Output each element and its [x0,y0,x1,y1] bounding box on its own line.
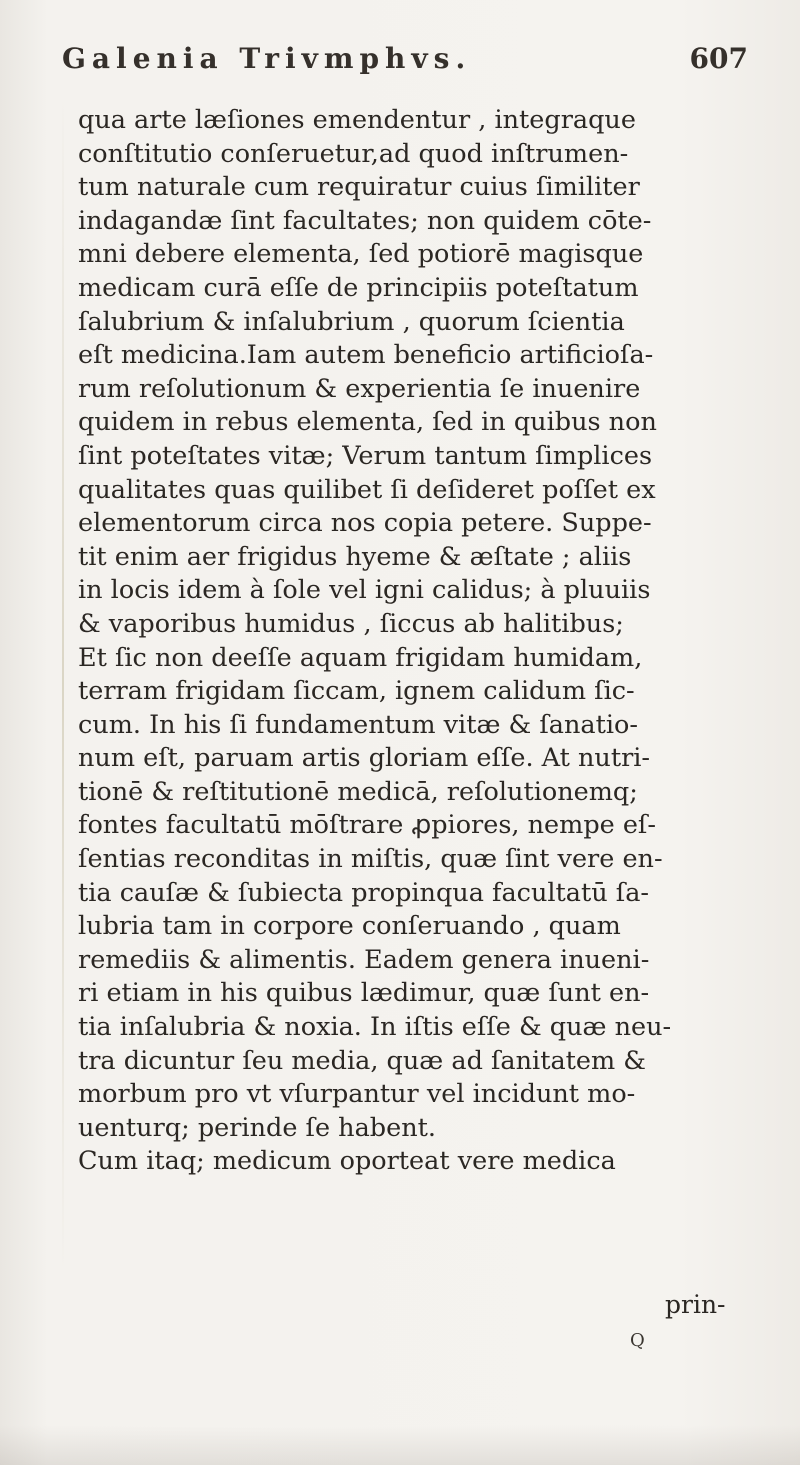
text-line: eſt medicina.Iam autem beneficio artificioſa- [78,340,654,371]
text-line: remediis & alimentis. Eadem genera inueni- [78,944,650,975]
text-line: mni debere elementa, ſed potiorē magisque [78,239,644,270]
running-head: Galenia Trivmphvs. [62,42,472,75]
text-line: Et ſic non deeſſe aquam frigidam humidam, [78,642,643,673]
text-line: tia cauſæ & ſubiecta propinqua facultatū ſa- [78,877,650,908]
catchword: prin- [665,1290,726,1319]
text-line: tit enim aer frigidus hyeme & æſtate ; aliis [78,541,632,572]
text-line: tia inſalubria & noxia. In iſtis eſſe & quæ neu- [78,1012,672,1043]
text-line: morbum pro vt vſurpantur vel incidunt mo- [78,1079,636,1110]
text-line: medicam curā eſſe de principiis poteſtatum [78,272,639,303]
text-line: Cum itaq; medicum oporteat vere medica [78,1146,616,1177]
text-line: & vaporibus humidus , ſiccus ab halitibus; [78,608,624,639]
text-line: num eſt, paruam artis gloriam eſſe. At nutri- [78,743,651,774]
text-line: ſint poteſtates vitæ; Verum tantum ſimplices [78,440,653,471]
text-line: ſalubrium & inſalubrium , quorum ſcientia [78,306,625,337]
body-text [78,104,778,1179]
page-number: 607 [689,42,748,75]
text-line: tum naturale cum requiratur cuius ſimiliter [78,172,640,203]
page-header [58,42,748,75]
text-line: quidem in rebus elementa, ſed in quibus non [78,407,657,438]
text-line: in locis idem à ſole vel igni calidus; à pluuiis [78,575,651,606]
text-line: cum. In his ſi fundamentum vitæ & ſanatio- [78,709,638,740]
text-line: terram frigidam ſiccam, ignem calidum ſic- [78,676,635,707]
text-line: qua arte læſiones emendentur , integraque [78,105,636,135]
text-line: ri etiam in his quibus lædimur, quæ ſunt en- [78,978,650,1009]
signature-mark: Q [630,1330,645,1351]
text-line: tionē & reſtitutionē medicā, reſolutionemq; [78,776,638,807]
text-line: conſtitutio conſeruetur,ad quod inſtrumen- [78,138,629,169]
text-line: fontes facultatū mōſtrare ꝓpiores, nempe eſ- [78,810,656,841]
margin-rule [62,95,64,1275]
text-line: indagandæ ſint facultates; non quidem cōte- [78,205,652,236]
text-line: tra dicuntur ſeu media, quæ ad ſanitatem & [78,1045,646,1076]
text-line: qualitates quas quilibet ſi deſideret poſſet ex [78,474,656,505]
bottom-shadow [0,1425,800,1465]
text-line: elementorum circa nos copia petere. Suppe- [78,508,652,539]
text-line: uenturq; perinde ſe habent. [78,1112,436,1143]
text-line: rum reſolutionum & experientia ſe inuenire [78,373,641,404]
text-line: ſentias reconditas in miſtis, quæ ſint vere en- [78,844,663,875]
text-line: lubria tam in corpore conſeruando , quam [78,911,621,942]
